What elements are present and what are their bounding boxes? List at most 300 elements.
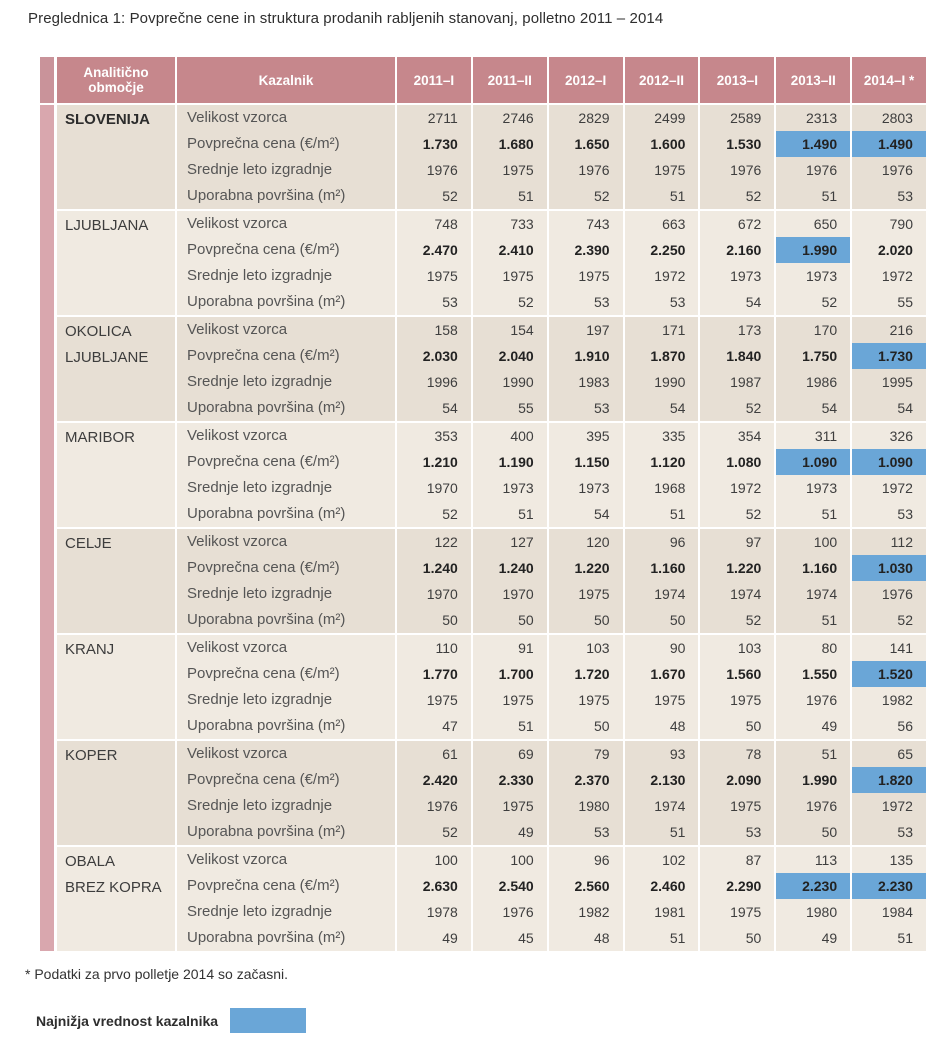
value-cell: 2.160 — [726, 242, 762, 258]
value-cell: 1972 — [730, 480, 762, 496]
footnote: * Podatki za prvo polletje 2014 so začasni. — [25, 966, 289, 982]
value-cell: 135 — [889, 852, 913, 868]
value-cell-lowest-highlighted: 2.230 — [852, 873, 926, 899]
indicator-labels — [177, 635, 395, 739]
region-block — [57, 529, 926, 633]
value-cell: 1974 — [805, 586, 838, 602]
region-label — [57, 847, 175, 951]
value-cell: 103 — [586, 640, 610, 656]
value-cell: 91 — [518, 640, 534, 656]
value-cell: 1.650 — [574, 136, 610, 152]
value-cell: 1973 — [805, 268, 838, 284]
value-column — [776, 423, 850, 527]
value-column — [549, 529, 623, 633]
value-cell: 50 — [593, 718, 610, 734]
value-column — [700, 741, 774, 845]
legend-lowest-value-swatch — [230, 1008, 306, 1033]
region-label — [57, 317, 175, 421]
value-cell: 1.600 — [650, 136, 686, 152]
legend — [36, 1008, 306, 1033]
indicator-label: Velikost vzorca — [187, 639, 288, 656]
header-cell-period: 2011–I — [397, 57, 471, 103]
value-cell: 353 — [434, 428, 458, 444]
value-cell: 170 — [813, 322, 838, 338]
value-column — [852, 211, 926, 315]
value-cell: 1975 — [426, 692, 458, 708]
value-cell: 80 — [821, 640, 838, 656]
value-cell: 52 — [593, 188, 610, 204]
value-cell: 103 — [737, 640, 762, 656]
value-cell: 1.160 — [650, 560, 686, 576]
value-cell: 2.460 — [650, 878, 686, 894]
value-cell-lowest-highlighted: 1.990 — [776, 237, 850, 263]
value-cell-lowest-highlighted: 1.520 — [852, 661, 926, 687]
value-cell: 2.290 — [726, 878, 762, 894]
value-cell: 1972 — [654, 268, 686, 284]
indicator-labels — [177, 847, 395, 951]
value-cell: 55 — [518, 400, 534, 416]
value-cell: 1974 — [654, 586, 686, 602]
value-cell: 61 — [442, 746, 458, 762]
value-cell: 2.540 — [498, 878, 534, 894]
value-cell: 2746 — [502, 110, 534, 126]
value-cell: 96 — [669, 534, 686, 550]
value-cell: 1976 — [805, 798, 838, 814]
region-label — [57, 423, 175, 527]
value-cell: 100 — [510, 852, 534, 868]
value-column — [776, 317, 850, 421]
indicator-label: Velikost vzorca — [187, 109, 288, 126]
value-cell: 1.530 — [726, 136, 762, 152]
value-cell: 1.720 — [574, 666, 610, 682]
value-cell-lowest-highlighted: 1.090 — [852, 449, 926, 475]
table-body — [40, 105, 926, 951]
value-column — [549, 741, 623, 845]
value-cell: 154 — [510, 322, 534, 338]
value-cell: 48 — [669, 718, 686, 734]
value-cell: 1975 — [426, 268, 458, 284]
indicator-labels — [177, 423, 395, 527]
region-block — [57, 635, 926, 739]
value-cell: 1975 — [730, 904, 762, 920]
value-cell: 51 — [518, 188, 534, 204]
value-column — [549, 317, 623, 421]
value-cell: 52 — [745, 506, 762, 522]
value-cell: 1.990 — [802, 772, 838, 788]
indicator-label: Srednje leto izgradnje — [187, 903, 333, 920]
value-cell: 50 — [669, 612, 686, 628]
table-header-row — [57, 57, 926, 103]
left-accent-strip-body-segment — [40, 105, 54, 951]
indicator-label: Povprečna cena (€/m²) — [187, 453, 340, 470]
value-cell: 56 — [897, 718, 913, 734]
value-cell: 171 — [662, 322, 686, 338]
value-cell: 54 — [593, 506, 610, 522]
indicator-labels — [177, 317, 395, 421]
value-cell: 2.020 — [877, 242, 913, 258]
value-column — [625, 847, 699, 951]
value-cell: 1973 — [730, 268, 762, 284]
value-column — [625, 741, 699, 845]
value-cell: 51 — [518, 506, 534, 522]
value-cell: 2.630 — [422, 878, 458, 894]
value-cell: 52 — [745, 612, 762, 628]
value-cell: 53 — [593, 294, 610, 310]
value-column — [397, 317, 471, 421]
indicator-label: Uporabna površina (m²) — [187, 399, 346, 416]
value-cell: 400 — [510, 428, 534, 444]
region-label — [57, 529, 175, 633]
value-cell: 54 — [442, 400, 458, 416]
left-accent-strip — [40, 57, 54, 951]
header-cell-period: 2013–II — [776, 57, 850, 103]
value-cell: 1975 — [502, 692, 534, 708]
indicator-label: Povprečna cena (€/m²) — [187, 559, 340, 576]
region-label-line: KOPER — [65, 747, 118, 764]
value-cell: 158 — [434, 322, 458, 338]
value-cell: 790 — [889, 216, 913, 232]
value-cell: 50 — [593, 612, 610, 628]
value-cell: 1976 — [881, 586, 913, 602]
value-column — [852, 741, 926, 845]
value-column — [700, 635, 774, 739]
value-cell: 96 — [593, 852, 610, 868]
indicator-label: Velikost vzorca — [187, 851, 288, 868]
value-column — [549, 211, 623, 315]
value-cell: 51 — [518, 718, 534, 734]
value-cell: 52 — [821, 294, 838, 310]
value-cell: 53 — [745, 824, 762, 840]
value-column — [625, 317, 699, 421]
value-cell-lowest-highlighted: 2.230 — [776, 873, 850, 899]
value-cell: 1.160 — [802, 560, 838, 576]
value-cell: 2499 — [654, 110, 686, 126]
value-cell: 650 — [813, 216, 838, 232]
table-caption: Preglednica 1: Povprečne cene in struktura prodanih rabljenih stanovanj, polletno 2011 – 2014 — [28, 10, 664, 27]
value-cell: 1984 — [881, 904, 913, 920]
value-column — [549, 635, 623, 739]
value-column — [473, 529, 547, 633]
value-column — [397, 741, 471, 845]
indicator-label: Srednje leto izgradnje — [187, 267, 333, 284]
region-label-line: MARIBOR — [65, 429, 136, 446]
value-column — [852, 423, 926, 527]
value-cell: 2829 — [578, 110, 610, 126]
indicator-label: Srednje leto izgradnje — [187, 691, 333, 708]
value-cell: 2.420 — [422, 772, 458, 788]
value-cell: 90 — [669, 640, 686, 656]
indicator-label: Srednje leto izgradnje — [187, 161, 333, 178]
indicator-label: Srednje leto izgradnje — [187, 585, 333, 602]
value-cell: 51 — [897, 930, 913, 946]
value-column — [700, 529, 774, 633]
value-cell: 110 — [435, 640, 458, 656]
value-cell: 1975 — [654, 692, 686, 708]
value-cell: 51 — [669, 930, 686, 946]
value-cell: 52 — [442, 188, 458, 204]
value-cell: 326 — [889, 428, 913, 444]
value-cell: 54 — [669, 400, 686, 416]
value-cell: 54 — [821, 400, 838, 416]
value-cell: 733 — [510, 216, 534, 232]
value-cell: 1972 — [881, 798, 913, 814]
header-cell-period: 2011–II — [473, 57, 547, 103]
value-cell: 52 — [442, 824, 458, 840]
value-cell: 1.910 — [574, 348, 610, 364]
value-cell: 51 — [669, 824, 686, 840]
region-label-line: LJUBLJANA — [65, 217, 149, 234]
value-cell: 51 — [821, 746, 838, 762]
value-cell: 1.240 — [422, 560, 458, 576]
value-cell: 53 — [593, 400, 610, 416]
value-cell: 49 — [442, 930, 458, 946]
value-cell: 1976 — [730, 162, 762, 178]
region-label-line: OKOLICA — [65, 323, 132, 340]
region-label — [57, 635, 175, 739]
value-cell: 1975 — [502, 162, 534, 178]
value-column — [852, 635, 926, 739]
value-cell: 1995 — [881, 374, 913, 390]
indicator-label: Srednje leto izgradnje — [187, 373, 333, 390]
region-label — [57, 105, 175, 209]
value-column — [852, 529, 926, 633]
value-cell: 1975 — [502, 798, 534, 814]
value-cell-lowest-highlighted: 1.490 — [852, 131, 926, 157]
value-cell: 78 — [745, 746, 762, 762]
header-cell-period: 2014–I * — [852, 57, 926, 103]
value-cell: 50 — [518, 612, 534, 628]
region-block — [57, 741, 926, 845]
value-cell-lowest-highlighted: 1.820 — [852, 767, 926, 793]
value-cell: 1972 — [881, 480, 913, 496]
value-cell: 1.220 — [726, 560, 762, 576]
value-cell: 1983 — [578, 374, 610, 390]
value-cell: 102 — [662, 852, 686, 868]
value-cell: 197 — [586, 322, 610, 338]
indicator-label: Velikost vzorca — [187, 215, 288, 232]
region-label — [57, 211, 175, 315]
value-cell: 2803 — [881, 110, 913, 126]
value-cell: 2711 — [427, 110, 458, 126]
indicator-label: Uporabna površina (m²) — [187, 823, 346, 840]
value-cell: 50 — [821, 824, 838, 840]
value-column — [625, 529, 699, 633]
value-cell: 1970 — [426, 586, 458, 602]
value-cell: 663 — [662, 216, 686, 232]
value-cell: 53 — [669, 294, 686, 310]
value-cell: 354 — [737, 428, 762, 444]
value-column — [852, 105, 926, 209]
value-cell: 69 — [518, 746, 534, 762]
value-column — [397, 105, 471, 209]
value-cell: 120 — [586, 534, 610, 550]
value-column — [625, 105, 699, 209]
data-table — [40, 57, 926, 951]
value-column — [700, 211, 774, 315]
value-cell: 51 — [821, 188, 838, 204]
value-cell: 51 — [669, 188, 686, 204]
value-cell: 1976 — [426, 162, 458, 178]
value-cell: 1982 — [881, 692, 913, 708]
value-cell: 53 — [897, 506, 913, 522]
value-cell: 100 — [813, 534, 838, 550]
value-cell: 1980 — [805, 904, 838, 920]
value-cell: 1981 — [654, 904, 686, 920]
value-cell: 51 — [669, 506, 686, 522]
value-column — [549, 105, 623, 209]
value-cell: 1986 — [805, 374, 838, 390]
value-column — [776, 105, 850, 209]
value-cell: 97 — [745, 534, 762, 550]
value-cell: 1975 — [730, 692, 762, 708]
value-column — [700, 105, 774, 209]
value-cell: 1975 — [578, 268, 610, 284]
header-cell-period: 2012–I — [549, 57, 623, 103]
value-cell: 87 — [745, 852, 762, 868]
legend-label: Najnižja vrednost kazalnika — [36, 1012, 219, 1029]
left-accent-strip-header-segment — [40, 57, 54, 103]
region-label-line: BREZ KOPRA — [65, 879, 162, 896]
value-column — [473, 847, 547, 951]
region-label — [57, 741, 175, 845]
value-cell: 79 — [593, 746, 610, 762]
value-cell: 1987 — [730, 374, 762, 390]
value-cell: 112 — [890, 534, 913, 550]
value-cell: 1990 — [654, 374, 686, 390]
region-label-line: OBALA — [65, 853, 116, 870]
value-cell: 93 — [669, 746, 686, 762]
value-column — [852, 317, 926, 421]
indicator-labels — [177, 529, 395, 633]
value-cell: 2.030 — [422, 348, 458, 364]
value-cell: 127 — [510, 534, 534, 550]
value-cell: 1975 — [730, 798, 762, 814]
value-cell: 50 — [442, 612, 458, 628]
region-block — [57, 105, 926, 209]
value-cell: 45 — [518, 930, 534, 946]
value-cell: 311 — [814, 428, 838, 444]
value-cell: 1990 — [502, 374, 534, 390]
value-cell: 49 — [821, 930, 838, 946]
value-cell: 1975 — [578, 586, 610, 602]
value-cell: 2.410 — [498, 242, 534, 258]
value-cell: 55 — [897, 294, 913, 310]
value-cell: 216 — [889, 322, 913, 338]
value-cell: 1976 — [502, 904, 534, 920]
value-cell: 1.770 — [422, 666, 458, 682]
indicator-label: Povprečna cena (€/m²) — [187, 665, 340, 682]
value-cell: 53 — [593, 824, 610, 840]
value-cell: 1.870 — [650, 348, 686, 364]
value-cell: 2.370 — [574, 772, 610, 788]
value-cell: 113 — [814, 852, 838, 868]
value-cell: 2.130 — [650, 772, 686, 788]
indicator-label: Srednje leto izgradnje — [187, 797, 333, 814]
indicator-label: Uporabna površina (m²) — [187, 717, 346, 734]
value-column — [852, 847, 926, 951]
indicator-label: Velikost vzorca — [187, 745, 288, 762]
value-cell: 47 — [442, 718, 458, 734]
value-cell: 2.560 — [574, 878, 610, 894]
indicator-label: Velikost vzorca — [187, 533, 288, 550]
value-cell: 1.210 — [422, 454, 458, 470]
value-cell: 395 — [586, 428, 610, 444]
value-cell: 1.190 — [498, 454, 534, 470]
value-column — [473, 635, 547, 739]
value-cell: 1970 — [426, 480, 458, 496]
value-cell: 54 — [745, 294, 762, 310]
value-cell: 50 — [745, 930, 762, 946]
value-cell: 1.240 — [498, 560, 534, 576]
indicator-label: Velikost vzorca — [187, 427, 288, 444]
value-cell: 1.120 — [650, 454, 686, 470]
value-cell: 1980 — [578, 798, 610, 814]
value-cell: 122 — [434, 534, 458, 550]
value-cell: 1972 — [881, 268, 913, 284]
value-cell: 52 — [442, 506, 458, 522]
indicator-label: Uporabna površina (m²) — [187, 293, 346, 310]
value-column — [473, 211, 547, 315]
value-cell: 2.090 — [726, 772, 762, 788]
value-cell-lowest-highlighted: 1.090 — [776, 449, 850, 475]
value-cell: 52 — [518, 294, 534, 310]
value-cell: 50 — [745, 718, 762, 734]
value-cell: 1.700 — [498, 666, 534, 682]
region-block — [57, 211, 926, 315]
value-cell: 748 — [434, 216, 458, 232]
value-cell: 1968 — [654, 480, 686, 496]
value-cell: 1.750 — [802, 348, 838, 364]
value-column — [397, 423, 471, 527]
value-cell-lowest-highlighted: 1.490 — [776, 131, 850, 157]
indicator-label: Povprečna cena (€/m²) — [187, 241, 340, 258]
value-column — [700, 847, 774, 951]
value-cell: 65 — [897, 746, 913, 762]
value-column — [625, 211, 699, 315]
value-cell: 51 — [821, 506, 838, 522]
value-cell: 51 — [821, 612, 838, 628]
value-cell: 173 — [737, 322, 762, 338]
value-column — [776, 635, 850, 739]
region-label-line: KRANJ — [65, 641, 115, 658]
value-column — [549, 847, 623, 951]
value-cell: 2.250 — [650, 242, 686, 258]
indicator-label: Velikost vzorca — [187, 321, 288, 338]
value-column — [473, 423, 547, 527]
value-column — [776, 529, 850, 633]
value-column — [776, 211, 850, 315]
value-cell: 141 — [889, 640, 913, 656]
value-cell: 52 — [897, 612, 913, 628]
value-cell: 1.840 — [726, 348, 762, 364]
indicator-labels — [177, 211, 395, 315]
indicator-labels — [177, 105, 395, 209]
header-cell-period: 2012–II — [625, 57, 699, 103]
value-cell: 1973 — [805, 480, 838, 496]
indicator-label: Povprečna cena (€/m²) — [187, 771, 340, 788]
value-cell: 2313 — [805, 110, 838, 126]
value-cell: 1.670 — [650, 666, 686, 682]
value-column — [625, 423, 699, 527]
value-cell: 2.390 — [574, 242, 610, 258]
region-block — [57, 423, 926, 527]
header-cell-period: 2013–I — [700, 57, 774, 103]
value-cell-lowest-highlighted: 1.030 — [852, 555, 926, 581]
value-column — [397, 211, 471, 315]
value-cell: 672 — [737, 216, 762, 232]
value-column — [473, 105, 547, 209]
header-cell-indicator: Kazalnik — [177, 57, 395, 103]
